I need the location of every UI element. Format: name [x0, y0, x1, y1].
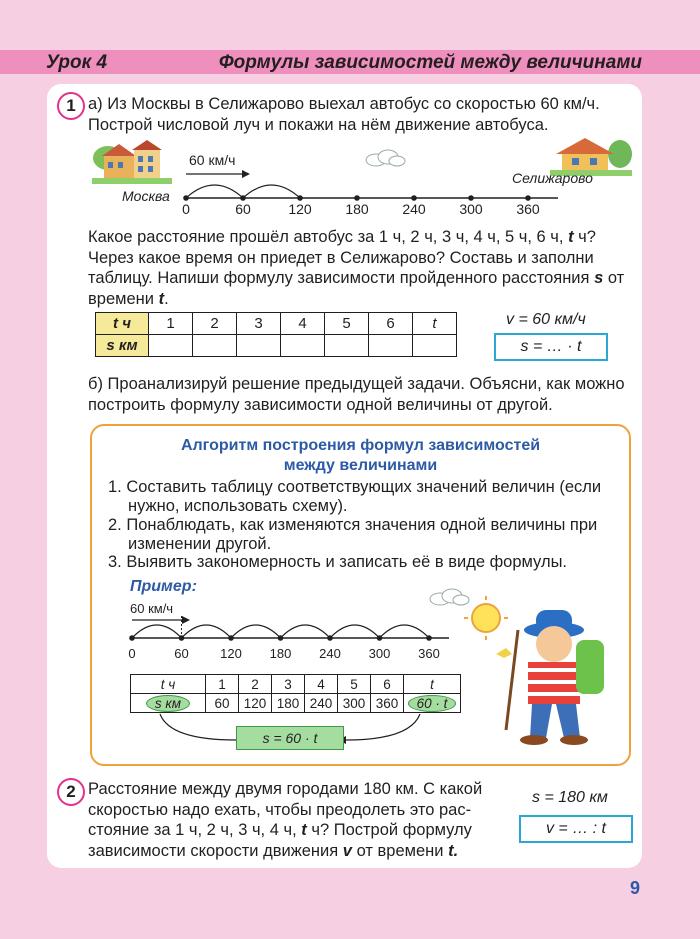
table-cell: 360 — [371, 694, 404, 713]
speed-given: v = 60 км/ч — [506, 311, 586, 328]
task1-question — [88, 227, 638, 309]
table-cell: t — [404, 675, 461, 694]
table-row — [131, 694, 461, 713]
ray-tick-label: 0 — [128, 646, 136, 661]
table-row — [96, 313, 457, 335]
question-s: s — [594, 269, 604, 287]
table-cell-empty[interactable] — [149, 335, 193, 357]
formula-box-v: v = … : t — [519, 815, 633, 843]
task2-line: стояние за 1 ч, 2 ч, 3 ч, 4 ч, — [88, 821, 297, 839]
table-cell: 180 — [272, 694, 305, 713]
ray-arc — [186, 185, 243, 198]
algorithm-step — [108, 478, 618, 516]
question-line: таблицу. Напиши формулу зависимости пройденного расстояния — [88, 269, 590, 287]
table-cell-empty[interactable] — [369, 335, 413, 357]
table-cell: 4 — [305, 675, 338, 694]
table-cell-empty[interactable] — [325, 335, 369, 357]
step-line: 2. Понаблюдать, как изменяются значения одной величины при — [108, 516, 598, 534]
example-table — [130, 674, 461, 713]
table-cell: 240 — [305, 694, 338, 713]
ray-arc — [132, 625, 182, 638]
ray-tick-label: 300 — [459, 201, 483, 217]
ray-point — [525, 195, 531, 201]
question-ot: от — [607, 269, 625, 287]
step-line: 3. Выявить закономерность и записать её в виде формулы. — [108, 553, 568, 571]
table-cell: 5 — [338, 675, 371, 694]
task1-intro-line: а) Из Москвы в Селижарово выехал автобус со скоростью 60 км/ч. — [88, 95, 600, 113]
task2-from-time: от времени — [356, 841, 444, 860]
table-cell: 120 — [239, 694, 272, 713]
table-header-distance: s км — [96, 335, 149, 357]
example-header-time: t ч — [131, 675, 206, 694]
example-header-distance — [131, 694, 206, 713]
table-cell: 60 — [206, 694, 239, 713]
ray-arc — [182, 625, 232, 638]
task1-intro — [88, 94, 638, 135]
task2-number: 2 — [57, 778, 85, 806]
question-t: t — [568, 228, 574, 246]
ray-tick-label: 360 — [418, 646, 440, 661]
step-line: нужно, использовать схему). — [128, 497, 348, 515]
example-speed-label: 60 км/ч — [130, 601, 174, 616]
task1-number: 1 — [57, 92, 85, 120]
ray-tick-label: 240 — [319, 646, 341, 661]
task2-line: скоростью надо ехать, чтобы преодолеть это рас- — [88, 800, 472, 819]
table-header-time: t ч — [96, 313, 149, 335]
table-cell: 1 — [206, 675, 239, 694]
task2-line: Расстояние между двумя городами 180 км. С какой — [88, 780, 483, 798]
task1-part-b — [88, 374, 638, 415]
table-cell: t — [413, 313, 457, 335]
ray-point — [468, 195, 474, 201]
table-cell: 6 — [369, 313, 413, 335]
table-cell-empty[interactable] — [193, 335, 237, 357]
task2-t: t — [301, 821, 307, 839]
ray-tick-label: 180 — [269, 646, 292, 661]
lesson-header — [0, 50, 700, 74]
ray-tick-label: 60 — [174, 646, 189, 661]
ray-tick-label: 120 — [288, 201, 312, 217]
ray-tick-label: 120 — [220, 646, 242, 661]
step-line: 1. Составить таблицу соответствующих значений величин (если — [108, 478, 602, 496]
table-cell-empty[interactable] — [237, 335, 281, 357]
ray-arc — [243, 185, 300, 198]
cloud-icon — [428, 587, 472, 607]
algorithm-subtitle: между величинами — [283, 457, 438, 474]
header-pill: s км — [146, 695, 190, 712]
example-formula: s = 60 · t — [236, 726, 344, 750]
result-pill: 60 · t — [408, 695, 457, 712]
table-cell: 5 — [325, 313, 369, 335]
table-cell-empty[interactable] — [413, 335, 457, 357]
ray-arc — [281, 625, 331, 638]
lesson-number: Урок 4 — [46, 52, 108, 73]
question-line: времени — [88, 289, 154, 308]
ray-tick-label: 0 — [182, 201, 190, 217]
part-b-line: построить формулу зависимости одной величины от другой. — [88, 395, 553, 414]
ray-arc — [330, 625, 380, 638]
ray-tick-label: 300 — [368, 646, 391, 661]
speed-arrow-head — [242, 170, 250, 178]
step-line: изменении другой. — [128, 535, 272, 553]
task2-v: v — [342, 841, 352, 860]
table-cell: 4 — [281, 313, 325, 335]
algorithm-title: Алгоритм построения формул зависимостей — [180, 437, 541, 454]
table-cell — [404, 694, 461, 713]
page-number: 9 — [629, 878, 640, 898]
lesson-topic: Формулы зависимостей между величинами — [218, 52, 642, 73]
table-row — [131, 675, 461, 694]
table-cell: 2 — [193, 313, 237, 335]
table-cell: 6 — [371, 675, 404, 694]
ray-arc — [231, 625, 281, 638]
question-ch: ч? — [578, 228, 596, 246]
algorithm-step — [108, 553, 618, 572]
question-line: Какое расстояние прошёл автобус за 1 ч, 2 ч, 3 ч, 4 ч, 5 ч, 6 ч, — [88, 228, 564, 246]
example-label: Пример: — [130, 578, 197, 595]
question-t2: t — [158, 289, 165, 308]
algorithm-step — [108, 516, 618, 554]
task2-t-end: t. — [448, 841, 459, 860]
ray-tick-label: 180 — [345, 201, 369, 217]
task2-ch: ч? Построй формулу — [311, 821, 472, 839]
task2-distance-given: s = 180 км — [532, 789, 608, 806]
table-row — [96, 335, 457, 357]
task1-table — [95, 312, 457, 357]
ray-tick-label: 60 — [235, 201, 251, 217]
task2-text — [88, 779, 498, 861]
table-cell-empty[interactable] — [281, 335, 325, 357]
table-cell: 3 — [237, 313, 281, 335]
ray-point — [354, 195, 360, 201]
speed-arrow-head — [182, 616, 190, 624]
ray-end-city: Селижарово — [512, 170, 593, 186]
table-cell: 3 — [272, 675, 305, 694]
table-cell: 2 — [239, 675, 272, 694]
task1-intro-line: Построй числовой луч и покажи на нём движение автобуса. — [88, 115, 549, 134]
table-cell: 300 — [338, 694, 371, 713]
ray-speed-label: 60 км/ч — [189, 152, 236, 168]
task2-line: зависимости скорости движения — [88, 841, 339, 860]
question-dot: . — [164, 289, 169, 308]
ray-arc — [380, 625, 430, 638]
hiker-boy-illustration — [458, 590, 618, 746]
ray-point — [411, 195, 417, 201]
ray-tick-label: 360 — [516, 201, 540, 217]
table-cell: 1 — [149, 313, 193, 335]
part-b-line: б) Проанализируй решение предыдущей задачи. Объясни, как можно — [88, 375, 625, 393]
ray-tick-label: 240 — [402, 201, 426, 217]
question-line: Через какое время он приедет в Селижарово? Составь и заполни — [88, 248, 594, 267]
formula-box-s: s = … · t — [494, 333, 608, 361]
ray-start-city: Москва — [122, 188, 170, 204]
